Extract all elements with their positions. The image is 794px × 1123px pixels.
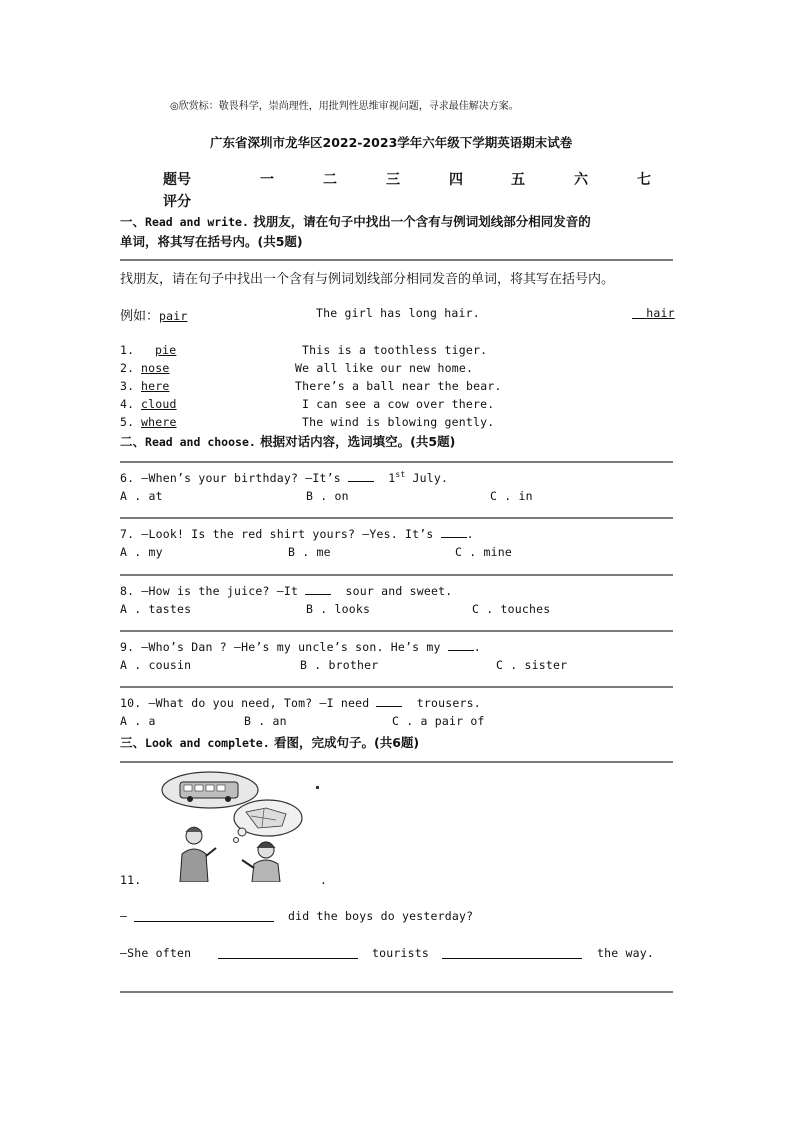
q6-stem — [120, 470, 448, 485]
example-answer — [632, 306, 675, 320]
item-3-num: 3. — [120, 379, 135, 393]
q8-blank[interactable] — [305, 583, 331, 595]
item-5-word: where — [141, 415, 177, 429]
section1-prefix: 一、 — [120, 214, 146, 229]
score-col-7: 七 — [637, 172, 651, 188]
q8-pre: 8. —How is the juice? —It — [120, 584, 299, 598]
q7-option-c[interactable]: C . mine — [455, 545, 512, 559]
q10-option-a[interactable]: A . a — [120, 714, 156, 728]
section3-prefix: 三、 — [120, 735, 146, 750]
q6-option-b[interactable]: B . on — [306, 489, 349, 503]
q11-blank-3[interactable] — [442, 958, 582, 959]
q10-blank[interactable] — [376, 695, 402, 707]
q11-divider — [120, 991, 673, 993]
q11-tail: . — [320, 873, 328, 887]
q10-post: trousers. — [416, 696, 481, 710]
q9-pre: 9. —Who’s Dan ? —He’s my uncle’s son. He’s my — [120, 640, 441, 654]
q11-blank-2[interactable] — [218, 958, 358, 959]
example-label: 例如： — [120, 309, 160, 324]
q7-option-a[interactable]: A . my — [120, 545, 163, 559]
q6-blank[interactable] — [348, 470, 374, 482]
q6-date-sup: st — [395, 470, 406, 480]
section3-title-cn: 看图，完成句子。(共6题) — [274, 735, 420, 750]
section3-heading — [120, 733, 419, 751]
illustration-boys-talking — [146, 768, 321, 882]
q11-line2-pre: —She often — [120, 946, 192, 960]
q11-line2-mid: tourists — [372, 946, 429, 960]
section2-title-en: Read and choose. — [145, 435, 256, 449]
section2-heading — [120, 432, 455, 450]
example-sentence: The girl has long hair. — [316, 306, 480, 320]
q7-option-b[interactable]: B . me — [288, 545, 331, 559]
item-4-num: 4. — [120, 397, 135, 411]
q7-divider — [120, 574, 673, 576]
q9-option-c[interactable]: C . sister — [496, 658, 568, 672]
q10-pre: 10. —What do you need, Tom? —I need — [120, 696, 370, 710]
section1-title-en: Read and write. — [145, 215, 249, 229]
q10-stem — [120, 695, 481, 710]
score-label-question: 题号 — [163, 172, 191, 188]
section3-title-en: Look and complete. — [145, 736, 270, 750]
q7-pre: 7. —Look! Is the red shirt yours? —Yes. It’s — [120, 527, 434, 541]
example-word: pair — [159, 309, 188, 323]
section2-prefix: 二、 — [120, 434, 146, 449]
q11-line2-post: the way. — [597, 946, 654, 960]
score-col-6: 六 — [574, 172, 588, 188]
q8-option-a[interactable]: A . tastes — [120, 602, 192, 616]
item-2-sentence: We all like our new home. — [295, 361, 474, 375]
example-row — [120, 305, 188, 324]
q9-divider — [120, 686, 673, 688]
score-col-2: 二 — [323, 172, 337, 188]
item-4-word: cloud — [141, 397, 177, 411]
q6-post: July. — [412, 471, 449, 485]
q10-option-c[interactable]: C . a pair of — [392, 714, 485, 728]
section1-divider — [120, 259, 673, 261]
section2-divider — [120, 461, 673, 463]
q11-num: 11. — [120, 873, 142, 887]
stray-dot — [316, 786, 319, 789]
section1-heading-line2: 单词，将其写在括号内。(共5题) — [120, 234, 303, 249]
item-1-word: pie — [155, 343, 177, 357]
q10-option-b[interactable]: B . an — [244, 714, 287, 728]
q8-post: sour and sweet. — [345, 584, 453, 598]
q11-blank-1[interactable] — [134, 921, 274, 922]
q8-divider — [120, 630, 673, 632]
q6-option-a[interactable]: A . at — [120, 489, 163, 503]
item-1-sentence: This is a toothless tiger. — [302, 343, 488, 357]
score-col-4: 四 — [449, 172, 463, 188]
item-2-num: 2. — [120, 361, 135, 375]
q9-post: . — [473, 640, 481, 654]
q7-blank[interactable] — [441, 526, 467, 538]
q8-option-c[interactable]: C . touches — [472, 602, 551, 616]
item-5-num: 5. — [120, 415, 135, 429]
score-col-5: 五 — [511, 172, 525, 188]
item-3-sentence: There’s a ball near the bear. — [295, 379, 502, 393]
q6-divider — [120, 517, 673, 519]
q8-option-b[interactable]: B . looks — [306, 602, 371, 616]
section1-instruction: 找朋友，请在句子中找出一个含有与例词划线部分相同发音的单词，将其写在括号内。 — [120, 272, 615, 287]
section1-heading — [120, 212, 591, 230]
section2-title-cn: 根据对话内容，选词填空。(共5题) — [260, 434, 456, 449]
score-col-1: 一 — [260, 172, 274, 188]
q6-date-num: 1 — [388, 471, 396, 485]
q7-stem — [120, 526, 474, 541]
q11-line1-post: did the boys do yesterday? — [288, 909, 474, 923]
q9-option-b[interactable]: B . brother — [300, 658, 379, 672]
item-4-sentence: I can see a cow over there. — [302, 397, 495, 411]
q6-option-c[interactable]: C . in — [490, 489, 533, 503]
q9-blank[interactable] — [448, 639, 474, 651]
q9-stem — [120, 639, 481, 654]
q9-option-a[interactable]: A . cousin — [120, 658, 192, 672]
example-answer-text: hair — [646, 306, 675, 320]
q6-pre: 6. —When’s your birthday? —It’s — [120, 471, 341, 485]
section1-title-cn: 找朋友，请在句子中找出一个含有与例词划线部分相同发音的 — [253, 214, 591, 229]
item-3-word: here — [141, 379, 170, 393]
item-2-word: nose — [141, 361, 170, 375]
score-label-score: 评分 — [163, 194, 191, 210]
q8-stem — [120, 583, 452, 598]
page-title: 广东省深圳市龙华区2022-2023学年六年级下学期英语期末试卷 — [210, 135, 573, 150]
item-5-sentence: The wind is blowing gently. — [302, 415, 495, 429]
q7-post: . — [466, 527, 474, 541]
header-motto: ◎欣赏标：敬畏科学，崇尚理性，用批判性思维审视问题，寻求最佳解决方案。 — [170, 101, 519, 112]
section3-divider — [120, 761, 673, 763]
q11-line1-dash: — — [120, 909, 128, 923]
item-1-num: 1. — [120, 343, 135, 357]
score-col-3: 三 — [386, 172, 400, 188]
